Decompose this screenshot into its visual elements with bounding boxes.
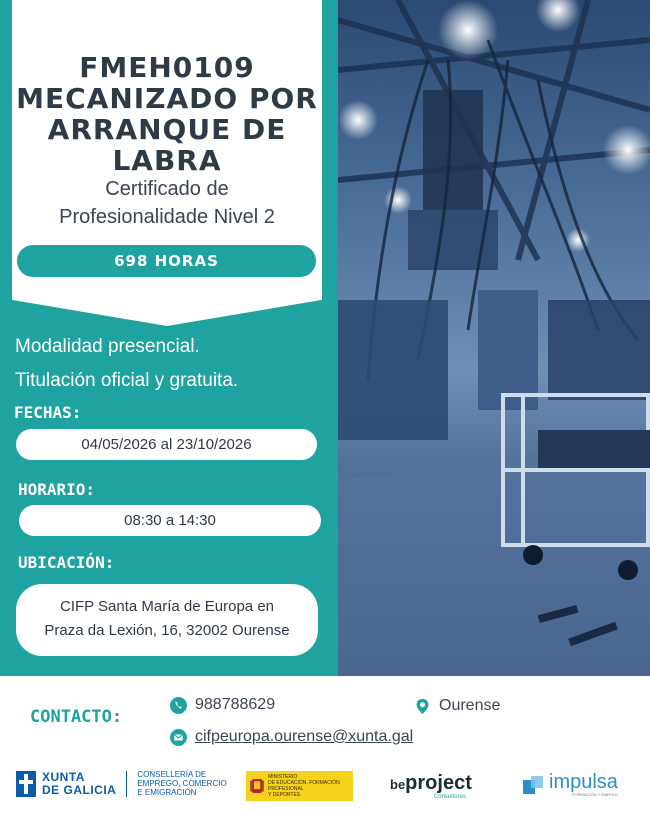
schedule-value: 08:30 a 14:30 bbox=[19, 505, 321, 536]
beproject-logo bbox=[390, 772, 472, 800]
city-name: Ourense bbox=[439, 697, 501, 714]
xunta-dept-line: E EMIGRACIÓN bbox=[137, 788, 197, 797]
xunta-cross-icon bbox=[16, 771, 36, 797]
ministry-logo bbox=[246, 771, 353, 801]
beproject-be: be bbox=[390, 777, 406, 792]
email-link[interactable]: cifpeuropa.ourense@xunta.gal bbox=[195, 728, 414, 745]
location-value bbox=[16, 584, 318, 656]
impulsa-squares-icon bbox=[523, 774, 545, 796]
title-line: FMEH0109 bbox=[79, 51, 255, 84]
location-pin-icon bbox=[414, 698, 431, 715]
dates-value: 04/05/2026 al 23/10/2026 bbox=[16, 429, 317, 460]
xunta-logo bbox=[16, 770, 227, 797]
impulsa-name: impulsa bbox=[549, 771, 618, 793]
certificate-level bbox=[12, 175, 322, 231]
ministry-line: DE EDUCACIÓN, FORMACIÓN PROFESIONAL bbox=[268, 780, 340, 792]
ministry-line: MINISTERIO bbox=[268, 774, 298, 780]
spain-coat-of-arms-icon bbox=[250, 775, 264, 797]
location-line: CIFP Santa María de Europa en bbox=[59, 598, 274, 615]
email-icon bbox=[170, 729, 187, 746]
xunta-divider bbox=[126, 771, 127, 797]
contact-city bbox=[414, 697, 500, 715]
xunta-name bbox=[42, 771, 116, 797]
location-line: Praza da Lexión, 16, 32002 Ourense bbox=[44, 622, 290, 639]
impulsa-text-block bbox=[549, 772, 618, 797]
ministry-line: Y DEPORTES bbox=[268, 792, 301, 798]
schedule-label: HORARIO: bbox=[18, 480, 96, 499]
certificate-line: Profesionalidade Nivel 2 bbox=[59, 206, 275, 228]
modality-text: Modalidad presencial. bbox=[15, 336, 200, 357]
phone-number: 988788629 bbox=[195, 696, 276, 713]
title-line: LABRA bbox=[112, 144, 222, 177]
contact-label: CONTACTO: bbox=[30, 707, 123, 727]
contact-phone[interactable] bbox=[170, 696, 275, 714]
factory-illustration bbox=[338, 0, 650, 676]
certificate-line: Certificado de bbox=[105, 178, 229, 200]
hours-badge: 698 HORAS bbox=[17, 245, 316, 277]
xunta-line: XUNTA bbox=[42, 769, 85, 784]
ministry-name bbox=[268, 774, 353, 798]
contact-email[interactable] bbox=[170, 728, 413, 746]
xunta-dept-line: CONSELLERÍA DE bbox=[137, 770, 207, 779]
course-title bbox=[12, 52, 322, 176]
title-line: MECANIZADO POR bbox=[16, 82, 318, 115]
xunta-line: DE GALICIA bbox=[42, 782, 117, 797]
impulsa-subtitle: FORMACIÓN Y EMPLEO bbox=[572, 792, 618, 797]
xunta-department bbox=[137, 770, 226, 797]
xunta-dept-line: EMPREGO, COMERCIO bbox=[137, 779, 227, 788]
degree-text: Titulación oficial y gratuita. bbox=[15, 370, 239, 391]
impulsa-logo bbox=[523, 772, 618, 797]
dates-label: FECHAS: bbox=[14, 403, 82, 422]
location-label: UBICACIÓN: bbox=[18, 553, 115, 572]
title-line: ARRANQUE DE bbox=[47, 113, 287, 146]
phone-icon bbox=[170, 697, 187, 714]
beproject-subtitle: Consultores bbox=[433, 794, 466, 800]
factory-photo bbox=[338, 0, 650, 676]
beproject-name bbox=[390, 772, 472, 796]
beproject-project: project bbox=[405, 772, 472, 794]
